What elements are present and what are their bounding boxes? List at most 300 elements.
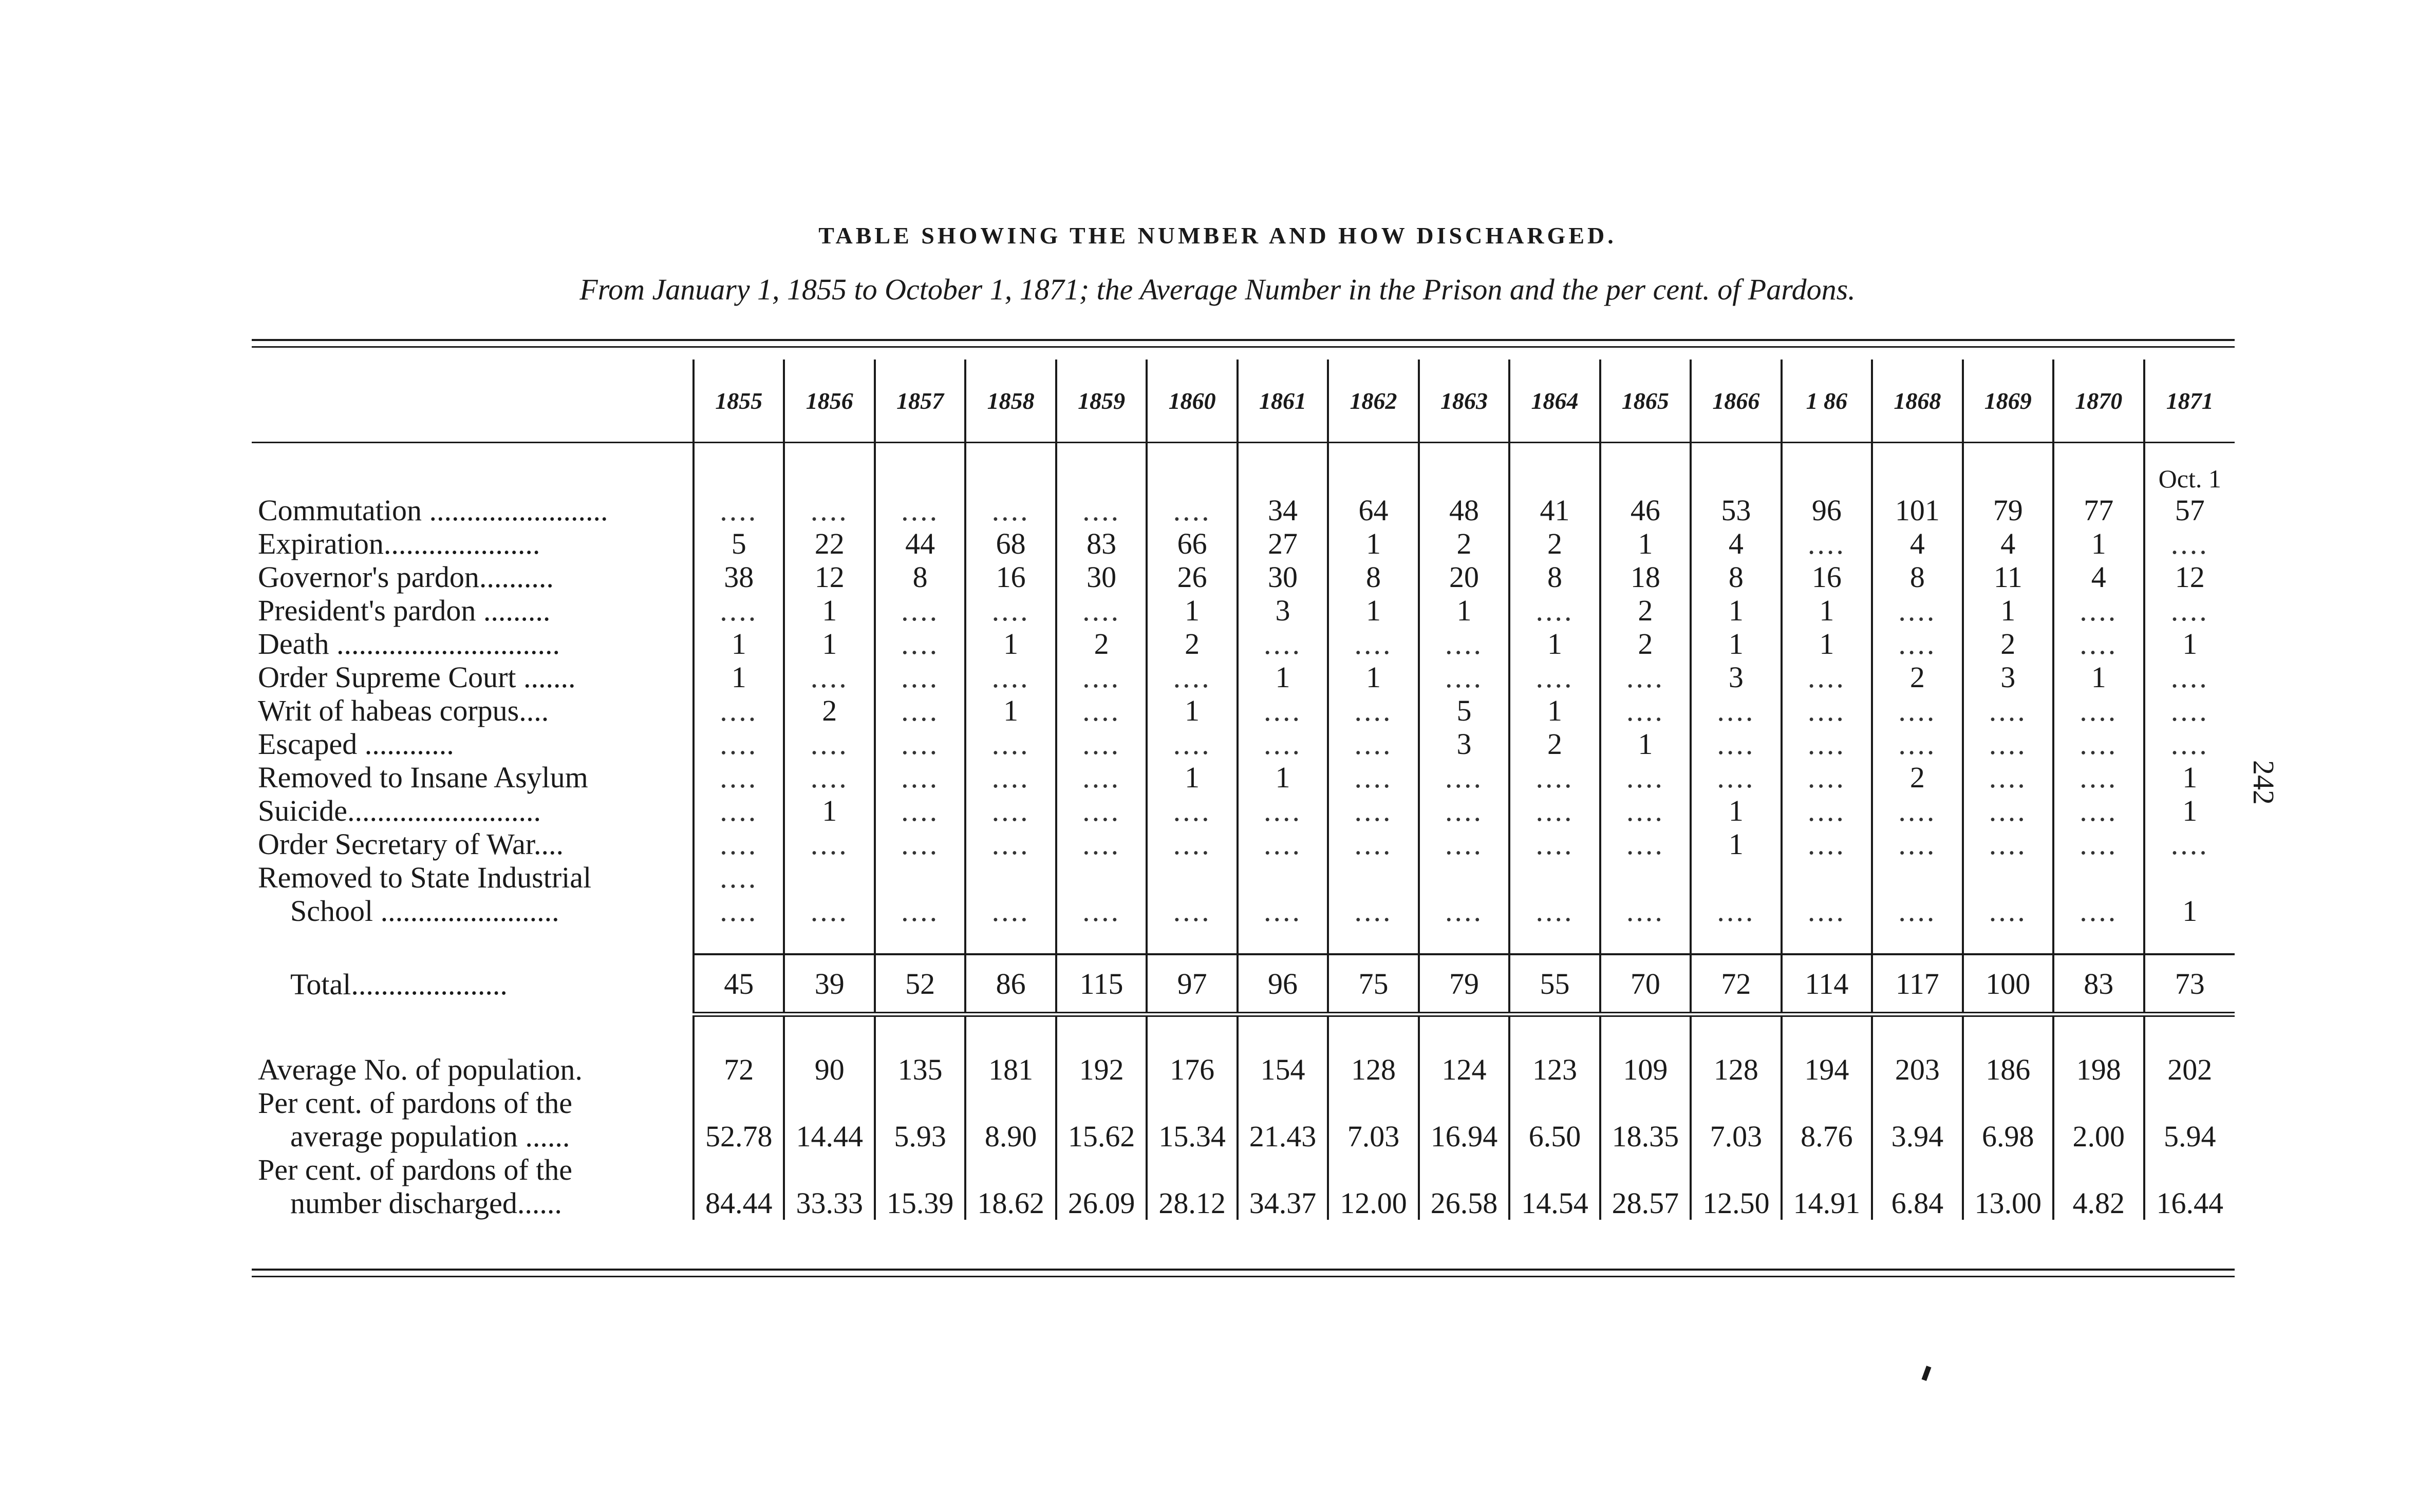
stats-label: number discharged......: [290, 1186, 562, 1220]
stats-cell: 34.37: [1238, 1186, 1328, 1220]
year-header: 1870: [2053, 360, 2144, 443]
stats-cell: 192: [1056, 1053, 1147, 1086]
stats-cell: 14.44: [784, 1120, 874, 1153]
table-cell: 1: [1963, 594, 2053, 627]
total-row: [252, 954, 2235, 1014]
row-label: Removed to Insane Asylum: [258, 761, 588, 794]
table-cell: 1: [1328, 660, 1418, 694]
gap-cell: [1509, 443, 1600, 464]
table-cell: 1: [1328, 527, 1418, 560]
sub-cell: [1782, 464, 1872, 494]
table-cell: ....: [1872, 827, 1962, 861]
spacer-cell: [1238, 928, 1328, 954]
table-cell: ....: [784, 660, 874, 694]
stats-label: average population ......: [290, 1120, 570, 1153]
stats-cell: 124: [1419, 1053, 1509, 1086]
stats-cell: 15.62: [1056, 1120, 1147, 1153]
table-cell: ....: [1963, 761, 2053, 794]
total-cell: 39: [784, 954, 874, 1014]
table-cell: ....: [875, 627, 965, 660]
gap-cell: [1419, 443, 1509, 464]
spacer-cell: [1328, 928, 1418, 954]
table-cell: 53: [1691, 494, 1781, 527]
table-cell: [1782, 861, 1872, 894]
table-cell: ....: [694, 494, 784, 527]
table-cell: ....: [1147, 494, 1237, 527]
table-cell: 3: [1238, 594, 1328, 627]
stats-row: [252, 1053, 2235, 1086]
spacer-cell: [1963, 1014, 2053, 1053]
table-cell: ....: [1147, 794, 1237, 827]
table-cell: 101: [1872, 494, 1962, 527]
spacer-cell: [784, 928, 874, 954]
spacer-cell: [1782, 1014, 1872, 1053]
table-cell: ....: [965, 761, 1056, 794]
gap-cell: [1963, 443, 2053, 464]
sub-cell: [1963, 464, 2053, 494]
table-cell: ....: [694, 594, 784, 627]
table-cell: ....: [1509, 827, 1600, 861]
stats-cell: [1509, 1153, 1600, 1186]
gap-cell: [2144, 443, 2235, 464]
stats-cell: 128: [1691, 1053, 1781, 1086]
stats-cell: [2144, 1153, 2235, 1186]
table-cell: ....: [1238, 894, 1328, 928]
table-cell: ....: [1782, 827, 1872, 861]
table-cell: ....: [1056, 494, 1147, 527]
gap-cell: [965, 443, 1056, 464]
stats-cell: 154: [1238, 1053, 1328, 1086]
spacer-cell: [694, 928, 784, 954]
table-cell: 1: [694, 660, 784, 694]
table-cell: 1: [1782, 594, 1872, 627]
total-cell: 100: [1963, 954, 2053, 1014]
table-cell: 8: [875, 560, 965, 594]
table-cell: 77: [2053, 494, 2144, 527]
stats-cell: 176: [1147, 1053, 1237, 1086]
table-row: [252, 560, 2235, 594]
gap-cell: [1147, 443, 1237, 464]
table-cell: ....: [1147, 727, 1237, 761]
stub-gap: [252, 443, 694, 464]
gap-cell: [1691, 443, 1781, 464]
table-cell: 30: [1238, 560, 1328, 594]
table-cell: ....: [1419, 660, 1509, 694]
table-cell: ....: [1238, 727, 1328, 761]
table-cell: ....: [875, 827, 965, 861]
table-cell: ....: [1509, 794, 1600, 827]
table-cell: ....: [1419, 794, 1509, 827]
table-cell: 2: [1963, 627, 2053, 660]
table-cell: ....: [1238, 627, 1328, 660]
stats-cell: 8.76: [1782, 1120, 1872, 1153]
total-cell: 73: [2144, 954, 2235, 1014]
table-cell: 1: [1600, 527, 1691, 560]
total-cell: 79: [1419, 954, 1509, 1014]
stats-cell: [1963, 1153, 2053, 1186]
table-cell: [1691, 861, 1781, 894]
spacer-cell: [1419, 928, 1509, 954]
stats-label: Per cent. of pardons of the: [258, 1153, 573, 1186]
stats-cell: [694, 1153, 784, 1186]
year-header: 1868: [1872, 360, 1962, 443]
table-title: TABLE SHOWING THE NUMBER AND HOW DISCHARGED.: [818, 222, 1617, 249]
table-cell: [1509, 861, 1600, 894]
table-cell: 79: [1963, 494, 2053, 527]
stats-cell: 7.03: [1328, 1120, 1418, 1153]
spacer-cell: [2053, 1014, 2144, 1053]
stats-cell: [1600, 1086, 1691, 1120]
table-cell: 34: [1238, 494, 1328, 527]
table-row: [252, 527, 2235, 560]
table-cell: 44: [875, 527, 965, 560]
stats-cell: [1147, 1086, 1237, 1120]
table-cell: 5: [1419, 694, 1509, 727]
table-cell: 1: [1147, 594, 1237, 627]
table-cell: 27: [1238, 527, 1328, 560]
table-cell: 8: [1691, 560, 1781, 594]
table-cell: ....: [1328, 827, 1418, 861]
year-header: 1864: [1509, 360, 1600, 443]
table-cell: ....: [784, 494, 874, 527]
spacer-cell: [2144, 1014, 2235, 1053]
table-cell: ....: [1056, 694, 1147, 727]
table-cell: ....: [875, 594, 965, 627]
table-cell: [875, 861, 965, 894]
spacer-cell: [1782, 928, 1872, 954]
table-cell: 12: [784, 560, 874, 594]
stub-spacer: [252, 1014, 694, 1053]
table-cell: 18: [1600, 560, 1691, 594]
table-cell: 1: [965, 627, 1056, 660]
stats-cell: [1328, 1086, 1418, 1120]
stats-cell: 28.57: [1600, 1186, 1691, 1220]
table-cell: ....: [875, 794, 965, 827]
year-header: 1871: [2144, 360, 2235, 443]
year-header: 1860: [1147, 360, 1237, 443]
table-cell: ....: [1963, 694, 2053, 727]
table-cell: ....: [2144, 594, 2235, 627]
table-cell: ....: [1056, 761, 1147, 794]
spacer-row: [252, 1014, 2235, 1053]
table-row: [252, 594, 2235, 627]
table-cell: ....: [1691, 727, 1781, 761]
total-cell: 117: [1872, 954, 1962, 1014]
table-cell: 1: [784, 794, 874, 827]
stats-cell: [1691, 1086, 1781, 1120]
table-cell: ....: [2144, 727, 2235, 761]
stats-cell: [1056, 1153, 1147, 1186]
table-cell: ....: [2053, 594, 2144, 627]
stats-cell: [965, 1086, 1056, 1120]
top-rule-2: [252, 346, 2235, 348]
table-cell: ....: [875, 660, 965, 694]
total-cell: 83: [2053, 954, 2144, 1014]
table-cell: ....: [1238, 694, 1328, 727]
stats-cell: 14.91: [1782, 1186, 1872, 1220]
table-cell: ....: [1691, 694, 1781, 727]
table-cell: 4: [2053, 560, 2144, 594]
spacer-cell: [1419, 1014, 1509, 1053]
table-cell: ....: [1509, 660, 1600, 694]
stats-row: [252, 1186, 2235, 1220]
table-cell: 1: [1147, 694, 1237, 727]
table-cell: 16: [965, 560, 1056, 594]
table-cell: 2: [1600, 627, 1691, 660]
spacer-cell: [1509, 928, 1600, 954]
table-cell: ....: [1963, 894, 2053, 928]
year-header: 1861: [1238, 360, 1328, 443]
table-cell: ....: [784, 894, 874, 928]
table-cell: [965, 861, 1056, 894]
table-cell: ....: [1782, 694, 1872, 727]
table-cell: 8: [1509, 560, 1600, 594]
sub-cell: [2053, 464, 2144, 494]
table-cell: ....: [1872, 594, 1962, 627]
table-cell: 1: [2053, 527, 2144, 560]
table-cell: ....: [1963, 827, 2053, 861]
stats-cell: 202: [2144, 1053, 2235, 1086]
spacer-cell: [1238, 1014, 1328, 1053]
gap-cell: [694, 443, 784, 464]
table-cell: [1419, 861, 1509, 894]
table-cell: 20: [1419, 560, 1509, 594]
table-cell: ....: [694, 894, 784, 928]
stats-cell: 181: [965, 1053, 1056, 1086]
stats-cell: 6.98: [1963, 1120, 2053, 1153]
table-row: [252, 694, 2235, 727]
table-cell: ....: [694, 727, 784, 761]
stub-header: [252, 360, 694, 443]
table-cell: ....: [1419, 627, 1509, 660]
year-header: 1858: [965, 360, 1056, 443]
table-row: [252, 761, 2235, 794]
stats-cell: [1782, 1153, 1872, 1186]
stats-label: Per cent. of pardons of the: [258, 1086, 573, 1120]
row-label: Escaped ............: [258, 727, 454, 761]
table-row: [252, 494, 2235, 527]
table-cell: ....: [1509, 894, 1600, 928]
stub-sub: [252, 464, 694, 494]
table-cell: 57: [2144, 494, 2235, 527]
table-cell: 2: [1872, 660, 1962, 694]
table-row: [252, 894, 2235, 928]
stats-cell: [1056, 1086, 1147, 1120]
table-cell: ....: [1872, 727, 1962, 761]
sub-cell: [784, 464, 874, 494]
table-cell: ....: [965, 494, 1056, 527]
stats-cell: 21.43: [1238, 1120, 1328, 1153]
year-header: 1865: [1600, 360, 1691, 443]
spacer-cell: [2144, 928, 2235, 954]
table-cell: 1: [1600, 727, 1691, 761]
spacer-cell: [1056, 1014, 1147, 1053]
row-label: Removed to State Industrial: [258, 861, 592, 894]
table-cell: ....: [1782, 761, 1872, 794]
spacer-cell: [1509, 1014, 1600, 1053]
table-cell: ....: [1328, 794, 1418, 827]
table-cell: ....: [2053, 827, 2144, 861]
table-cell: ....: [1872, 794, 1962, 827]
total-cell: 55: [1509, 954, 1600, 1014]
table-cell: ....: [1600, 761, 1691, 794]
table-cell: ....: [2144, 660, 2235, 694]
stats-row: [252, 1120, 2235, 1153]
stats-cell: 203: [1872, 1053, 1962, 1086]
table-row: [252, 827, 2235, 861]
spacer-cell: [875, 1014, 965, 1053]
table-cell: ....: [784, 827, 874, 861]
total-cell: 96: [1238, 954, 1328, 1014]
table-cell: 2: [1147, 627, 1237, 660]
stats-cell: 12.00: [1328, 1186, 1418, 1220]
spacer-cell: [1056, 928, 1147, 954]
table-cell: 3: [1963, 660, 2053, 694]
table-cell: [1600, 861, 1691, 894]
table-cell: 1: [1147, 761, 1237, 794]
table-row: [252, 794, 2235, 827]
stats-cell: 2.00: [2053, 1120, 2144, 1153]
total-cell: 70: [1600, 954, 1691, 1014]
table-cell: ....: [1328, 694, 1418, 727]
stats-cell: 33.33: [784, 1186, 874, 1220]
gap-cell: [1056, 443, 1147, 464]
table-cell: 2: [1509, 727, 1600, 761]
total-cell: 72: [1691, 954, 1781, 1014]
table-cell: 1: [1691, 594, 1781, 627]
table-cell: 4: [1691, 527, 1781, 560]
stats-cell: 5.93: [875, 1120, 965, 1153]
table-cell: ....: [1782, 527, 1872, 560]
sub-cell: [965, 464, 1056, 494]
total-cell: 45: [694, 954, 784, 1014]
year-header: 1 86: [1782, 360, 1872, 443]
ink-mark: [1922, 1366, 1932, 1381]
spacer-cell: [2053, 928, 2144, 954]
stats-cell: [2144, 1086, 2235, 1120]
sub-cell: [1147, 464, 1237, 494]
stats-cell: 26.09: [1056, 1186, 1147, 1220]
stats-row: [252, 1086, 2235, 1120]
table-row: [252, 660, 2235, 694]
table-cell: ....: [1056, 894, 1147, 928]
sub-cell: [1328, 464, 1418, 494]
table-row: [252, 627, 2235, 660]
table-cell: ....: [1782, 660, 1872, 694]
stats-cell: 12.50: [1691, 1186, 1781, 1220]
stats-cell: 18.62: [965, 1186, 1056, 1220]
stats-cell: [784, 1086, 874, 1120]
table-cell: 38: [694, 560, 784, 594]
table-subtitle: From January 1, 1855 to October 1, 1871; the Average Number in the Prison and the per cent. of Pardons.: [579, 273, 1856, 306]
table-cell: 1: [1509, 694, 1600, 727]
sub-cell: [875, 464, 965, 494]
stats-cell: [1872, 1086, 1962, 1120]
stats-cell: [965, 1153, 1056, 1186]
gap-cell: [1238, 443, 1328, 464]
stats-cell: [1238, 1153, 1328, 1186]
table-cell: [1238, 861, 1328, 894]
table-cell: ....: [1600, 827, 1691, 861]
year-note-row: [252, 464, 2235, 494]
year-header-row: [252, 360, 2235, 443]
spacer-cell: [1600, 1014, 1691, 1053]
sub-cell: [1509, 464, 1600, 494]
table-cell: ....: [2053, 894, 2144, 928]
total-cell: 86: [965, 954, 1056, 1014]
row-label: Governor's pardon..........: [258, 560, 554, 594]
stats-cell: 72: [694, 1053, 784, 1086]
table-cell: ....: [875, 761, 965, 794]
table-cell: 96: [1782, 494, 1872, 527]
sub-cell: [1872, 464, 1962, 494]
year-header: 1862: [1328, 360, 1418, 443]
table-cell: ....: [694, 694, 784, 727]
bottom-rule-2: [252, 1276, 2235, 1277]
stats-cell: [1419, 1153, 1509, 1186]
total-cell: 97: [1147, 954, 1237, 1014]
table-cell: 1: [2144, 761, 2235, 794]
table-cell: ....: [1963, 727, 2053, 761]
total-cell: 75: [1328, 954, 1418, 1014]
gap-cell: [784, 443, 874, 464]
gap-cell: [875, 443, 965, 464]
year-header: 1869: [1963, 360, 2053, 443]
table-cell: [1963, 861, 2053, 894]
table-cell: 68: [965, 527, 1056, 560]
stats-cell: [2053, 1153, 2144, 1186]
total-cell: 114: [1782, 954, 1872, 1014]
table-cell: ....: [2053, 627, 2144, 660]
gap-cell: [1328, 443, 1418, 464]
spacer-cell: [965, 928, 1056, 954]
table-cell: 1: [1419, 594, 1509, 627]
table-cell: ....: [694, 761, 784, 794]
stats-cell: 8.90: [965, 1120, 1056, 1153]
sub-cell: [1691, 464, 1781, 494]
year-header: 1857: [875, 360, 965, 443]
table-cell: ....: [1691, 761, 1781, 794]
table-cell: ....: [1056, 727, 1147, 761]
table-cell: ....: [784, 727, 874, 761]
total-cell: 115: [1056, 954, 1147, 1014]
stats-cell: 135: [875, 1053, 965, 1086]
table-cell: [1147, 861, 1237, 894]
stats-cell: 14.54: [1509, 1186, 1600, 1220]
table-cell: 1: [2144, 894, 2235, 928]
stats-cell: [875, 1086, 965, 1120]
table-cell: 2: [1509, 527, 1600, 560]
table-cell: ....: [875, 694, 965, 727]
table-cell: ....: [875, 727, 965, 761]
table-cell: ....: [1056, 594, 1147, 627]
year-header: 1855: [694, 360, 784, 443]
header-gap-row: [252, 443, 2235, 464]
row-label: Death ..............................: [258, 627, 560, 660]
table-cell: ....: [1782, 727, 1872, 761]
table-cell: 2: [784, 694, 874, 727]
table-cell: 48: [1419, 494, 1509, 527]
table-cell: [1056, 861, 1147, 894]
row-label: School ........................: [290, 894, 559, 928]
table-cell: [784, 861, 874, 894]
sub-cell: [1056, 464, 1147, 494]
spacer-cell: [1691, 1014, 1781, 1053]
table-cell: 16: [1782, 560, 1872, 594]
stats-cell: 15.39: [875, 1186, 965, 1220]
table-cell: ....: [2053, 727, 2144, 761]
table-cell: 1: [1691, 794, 1781, 827]
